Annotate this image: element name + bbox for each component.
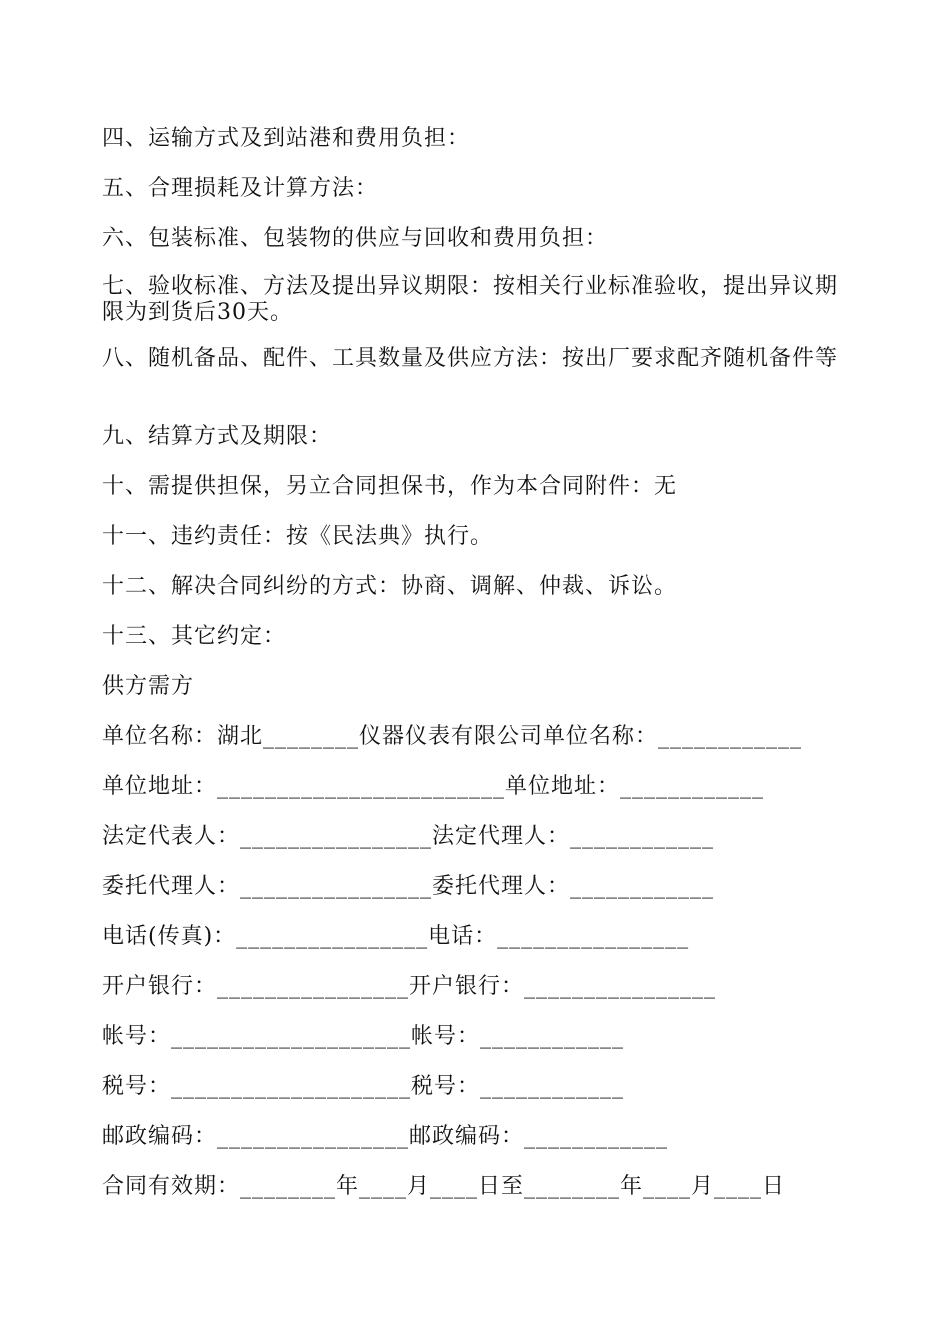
parties-heading: 供方需方 — [102, 674, 195, 699]
clause-10: 十、需提供担保，另立合同担保书，作为本合同附件：无 — [102, 474, 678, 499]
clause-13: 十三、其它约定： — [102, 624, 287, 649]
clause-7: 七、验收标准、方法及提出异议期限：按相关行业标准验收，提出异议期限为到货后30天。 — [102, 274, 839, 325]
field-unit-name: 单位名称：湖北________仪器仪表有限公司单位名称：____________ — [102, 724, 803, 749]
field-tax-no: 税号：____________________税号：____________ — [102, 1074, 625, 1099]
clause-8: 八、随机备品、配件、工具数量及供应方法：按出厂要求配齐随机备件等 — [102, 346, 839, 371]
field-validity: 合同有效期：________年____月____日至________年____月____日 — [102, 1174, 786, 1199]
clause-4: 四、运输方式及到站港和费用负担： — [102, 126, 471, 151]
field-account: 帐号：____________________帐号：____________ — [102, 1024, 625, 1049]
clause-9: 九、结算方式及期限： — [102, 424, 333, 449]
field-phone: 电话(传真)：________________电话：________________ — [102, 924, 690, 949]
clause-5: 五、合理损耗及计算方法： — [102, 176, 379, 201]
field-legal-rep: 法定代表人：________________法定代理人：____________ — [102, 824, 715, 849]
field-postal-code: 邮政编码：________________邮政编码：____________ — [102, 1124, 669, 1149]
clause-11: 十一、违约责任：按《民法典》执行。 — [102, 524, 494, 549]
clause-6: 六、包装标准、包装物的供应与回收和费用负担： — [102, 226, 609, 251]
field-unit-address: 单位地址：________________________单位地址：____________ — [102, 774, 765, 799]
field-bank: 开户银行：________________开户银行：________________ — [102, 974, 717, 999]
clause-12: 十二、解决合同纠纷的方式：协商、调解、仲裁、诉讼。 — [102, 574, 678, 599]
field-entrusted-agent: 委托代理人：________________委托代理人：____________ — [102, 874, 715, 899]
